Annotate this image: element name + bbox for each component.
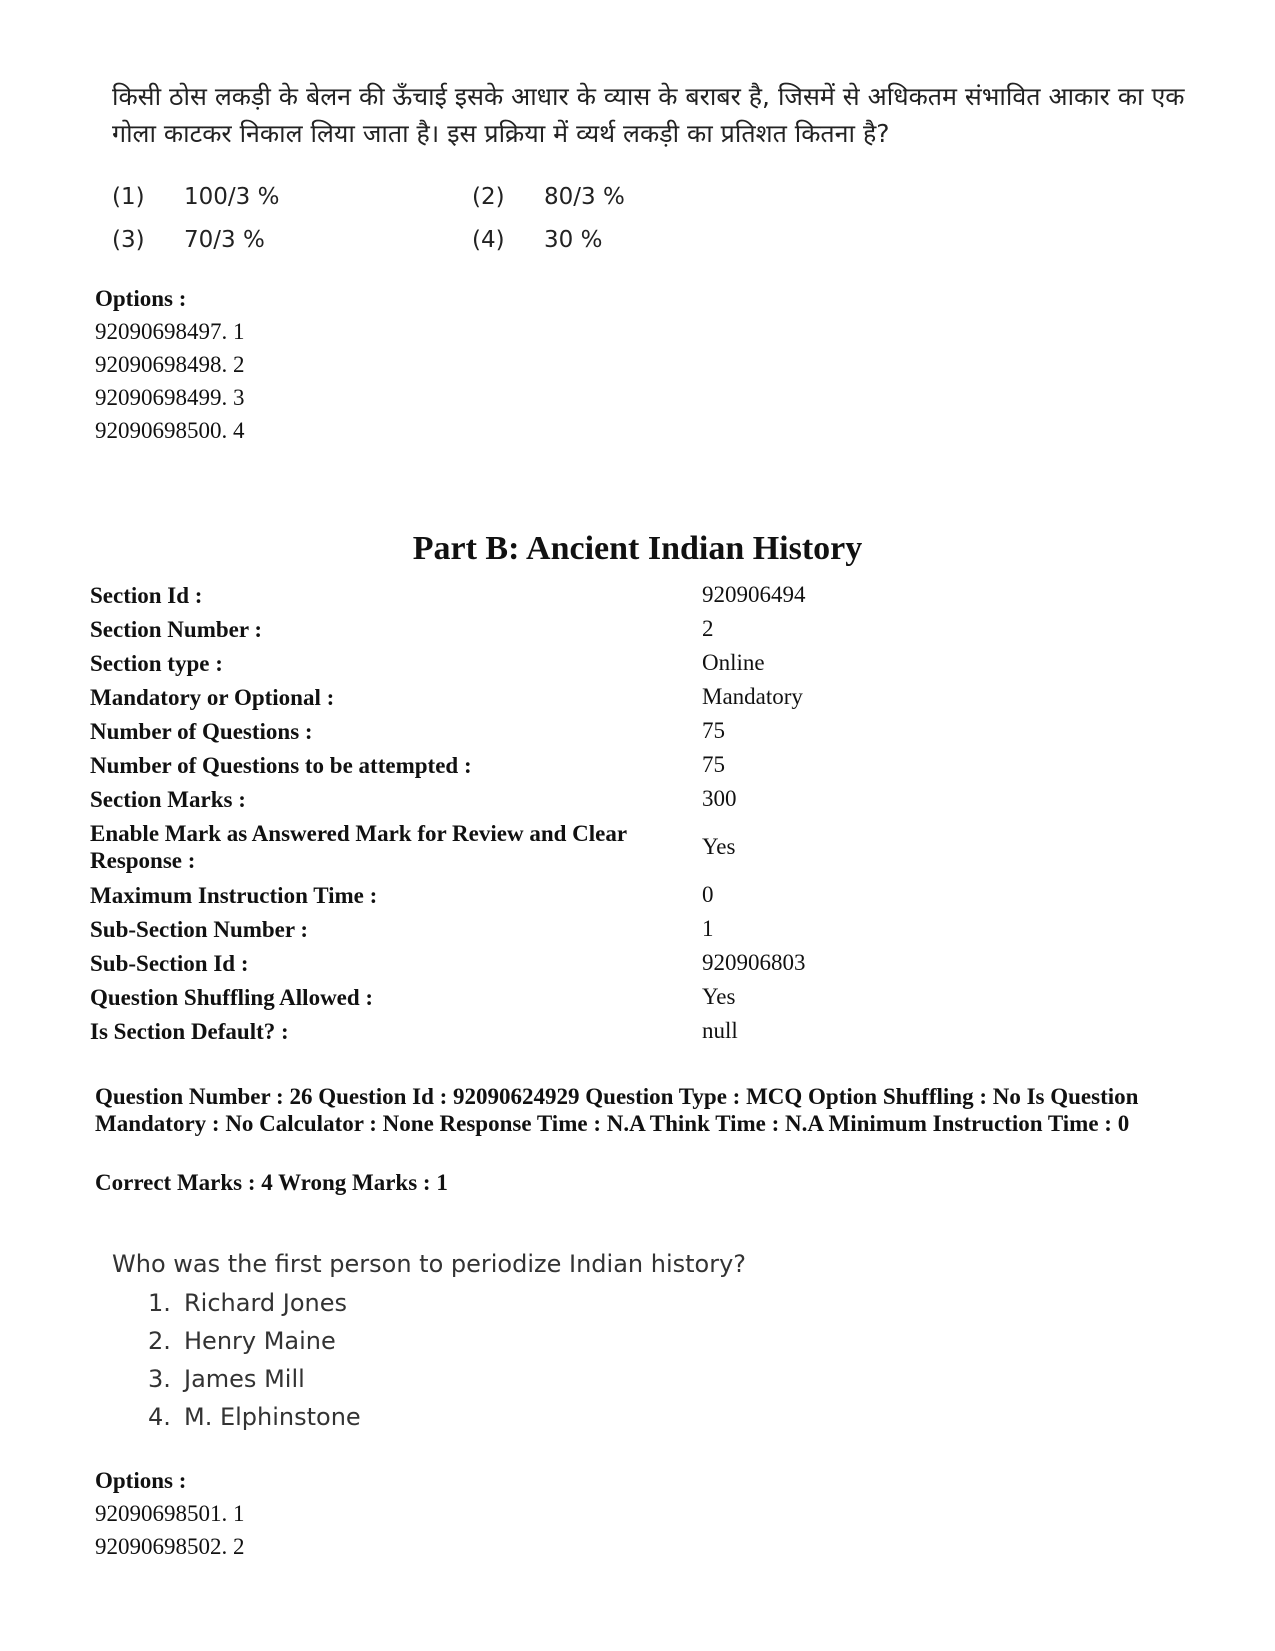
choice-number: (4) bbox=[472, 226, 505, 253]
section-info-table bbox=[90, 578, 1190, 1048]
section-row bbox=[90, 782, 1190, 816]
section-label: Enable Mark as Answered Mark for Review and Clear Response : bbox=[90, 821, 627, 873]
choice-item bbox=[148, 1360, 361, 1398]
choice-text: 80/3 % bbox=[544, 183, 625, 210]
hindi-choices bbox=[112, 175, 832, 261]
section-value: null bbox=[702, 1018, 738, 1043]
section-row bbox=[90, 748, 1190, 782]
section-label: Section Id : bbox=[90, 582, 203, 608]
choice-number: (1) bbox=[112, 183, 145, 210]
choice-number: (3) bbox=[112, 226, 145, 253]
section-row bbox=[90, 980, 1190, 1014]
choice-text: Henry Maine bbox=[184, 1327, 336, 1355]
question-text: Who was the first person to periodize Indian history? bbox=[112, 1250, 747, 1278]
section-value: Yes bbox=[702, 984, 736, 1009]
choice-item bbox=[148, 1284, 361, 1322]
hindi-question-text: किसी ठोस लकड़ी के बेलन की ऊँचाई इसके आधार के व्यास के बराबर है, जिसमें से अधिकतम संभावित आकार का एक गोला काटकर निकाल लिया जाता है। इस प्रक्रिया में व्यर्थ लकड़ी का प्रतिशत कितना है? bbox=[112, 82, 1185, 148]
choice-text: 100/3 % bbox=[184, 183, 280, 210]
section-value: 300 bbox=[702, 786, 737, 811]
section-label: Number of Questions : bbox=[90, 718, 313, 744]
section-value: Yes bbox=[702, 834, 736, 859]
choice-text: 70/3 % bbox=[184, 226, 265, 253]
choice-number: (2) bbox=[472, 183, 505, 210]
choice-item bbox=[112, 184, 472, 210]
part-title: Part B: Ancient Indian History bbox=[412, 530, 863, 567]
question-choices bbox=[148, 1284, 361, 1436]
section-label: Section Marks : bbox=[90, 786, 246, 812]
choice-text: James Mill bbox=[184, 1365, 305, 1393]
section-label: Question Shuffling Allowed : bbox=[90, 984, 374, 1010]
section-value: 75 bbox=[702, 718, 725, 743]
option-id: 92090698498. 2 bbox=[95, 352, 245, 377]
question-marks: Correct Marks : 4 Wrong Marks : 1 bbox=[95, 1170, 448, 1195]
option-id: 92090698500. 4 bbox=[95, 418, 245, 443]
options-title: Options : bbox=[95, 1468, 187, 1493]
options-list-q26 bbox=[95, 1464, 245, 1563]
section-row bbox=[90, 878, 1190, 912]
section-row bbox=[90, 946, 1190, 980]
section-label: Sub-Section Number : bbox=[90, 916, 309, 942]
section-label: Mandatory or Optional : bbox=[90, 684, 335, 710]
choice-number: 2. bbox=[148, 1327, 171, 1355]
section-label: Sub-Section Id : bbox=[90, 950, 249, 976]
choice-row bbox=[112, 218, 832, 261]
choice-item bbox=[472, 227, 832, 253]
choice-text: M. Elphinstone bbox=[184, 1403, 361, 1431]
question-meta: Question Number : 26 Question Id : 92090624929 Question Type : MCQ Option Shuffling : No Is Question Mandatory : No Calculator : None Response Time : N.A Think Time : N.A Minimum Instruction Time : 0 bbox=[95, 1084, 1139, 1136]
section-row bbox=[90, 612, 1190, 646]
section-label: Is Section Default? : bbox=[90, 1018, 289, 1044]
choice-number: 1. bbox=[148, 1289, 171, 1317]
section-value: 75 bbox=[702, 752, 725, 777]
section-value: Online bbox=[702, 650, 765, 675]
choice-number: 4. bbox=[148, 1403, 171, 1431]
section-row bbox=[90, 912, 1190, 946]
section-value: 920906494 bbox=[702, 582, 806, 607]
section-value: 920906803 bbox=[702, 950, 806, 975]
section-value: 1 bbox=[702, 916, 714, 941]
choice-text: Richard Jones bbox=[184, 1289, 348, 1317]
section-label: Section type : bbox=[90, 650, 223, 676]
option-id: 92090698497. 1 bbox=[95, 319, 245, 344]
section-label: Section Number : bbox=[90, 616, 263, 642]
section-row bbox=[90, 680, 1190, 714]
section-label: Maximum Instruction Time : bbox=[90, 882, 378, 908]
option-id: 92090698499. 3 bbox=[95, 385, 245, 410]
section-value: 0 bbox=[702, 882, 714, 907]
options-list-q25 bbox=[95, 282, 245, 447]
section-value: 2 bbox=[702, 616, 714, 641]
option-id: 92090698502. 2 bbox=[95, 1534, 245, 1559]
choice-number: 3. bbox=[148, 1365, 171, 1393]
section-value: Mandatory bbox=[702, 684, 803, 709]
choice-item bbox=[148, 1398, 361, 1436]
option-id: 92090698501. 1 bbox=[95, 1501, 245, 1526]
section-row bbox=[90, 714, 1190, 748]
choice-item bbox=[112, 227, 472, 253]
section-row bbox=[90, 646, 1190, 680]
section-row bbox=[90, 1014, 1190, 1048]
section-label: Number of Questions to be attempted : bbox=[90, 752, 472, 778]
section-row bbox=[90, 578, 1190, 612]
choice-item bbox=[148, 1322, 361, 1360]
options-title: Options : bbox=[95, 286, 187, 311]
choice-item bbox=[472, 184, 832, 210]
section-row bbox=[90, 816, 1190, 878]
choice-text: 30 % bbox=[544, 226, 603, 253]
choice-row bbox=[112, 175, 832, 218]
